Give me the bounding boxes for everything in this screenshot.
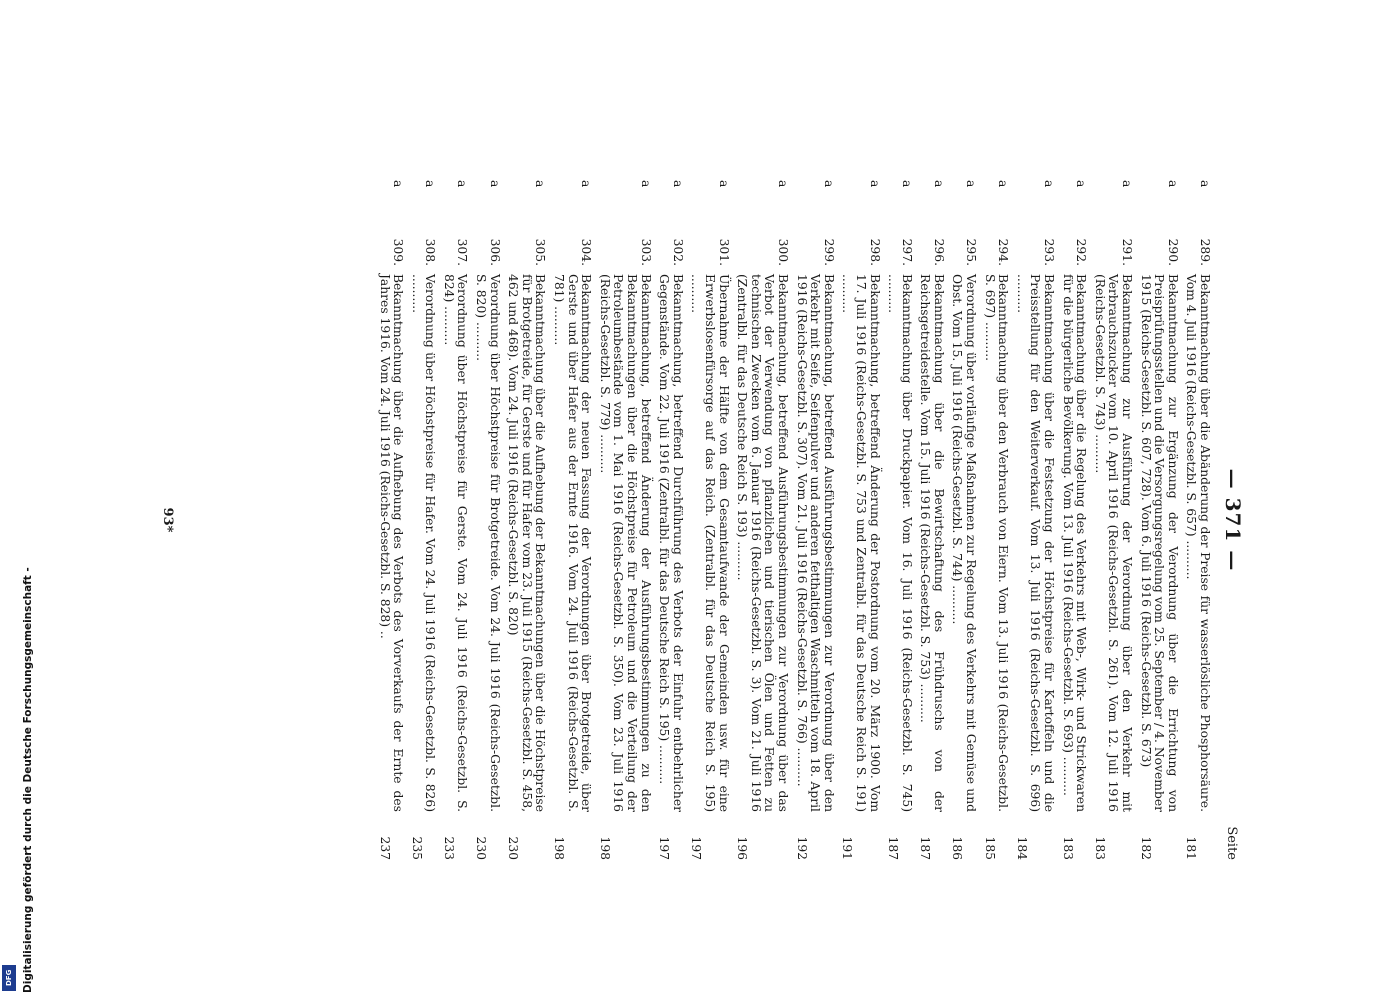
entry-number: 301. xyxy=(716,238,731,266)
entry-page: 192 xyxy=(794,836,809,860)
entry-number: 307. xyxy=(455,238,470,266)
entry-mark: a xyxy=(899,180,914,188)
entry-mark: a xyxy=(931,180,946,188)
entry-row xyxy=(1184,180,1211,860)
entry-page: 196 xyxy=(735,836,750,860)
page-number: — 371 — xyxy=(1221,468,1245,572)
entry-number: 293. xyxy=(1042,238,1057,266)
entry-text: Verordnung über Höchstpreise für Hafer. Vom 24. Juli 1916 (Reichs-Gesetzbl. S. 826) .......... xyxy=(409,274,438,812)
entry-text: Bekanntmachung über Druckpapier. Vom 16. Juli 1916 (Reichs-Gesetzbl. S. 745) .......... xyxy=(886,274,914,812)
entry-text: Bekanntmachung über die Aufhebung der Bekanntmachungen über die Höchstpreise für Brotgetreide, für Gerste und für Hafer vom 23. Juli 1915 (Reichs-Gesetzbl. S. 458, 462 und 468). Vom 24. Juli 1916 (Reichs-Gesetzbl. S. 820) xyxy=(506,274,548,812)
entry-row xyxy=(735,180,789,860)
entry-text: Bekanntmachung, betreffend Änderung der Ausführungsbestimmungen zu den Bekanntmachungen über die Höchstpreise für Petroleum und die Verteilung der Petroleumbestände vom 1. Mai 1916 (Reichs-Gesetzbl. S. 350). Vom 23. Juli 1916 (Reichs-Gesetzbl. S. 779) .......... xyxy=(597,274,653,812)
entry-number: 305. xyxy=(533,238,548,266)
entry-page: 185 xyxy=(982,836,997,860)
entry-text: Bekanntmachung, betreffend Durchführung des Verbots der Einfuhr entbehrlicher Gegenstände. Vom 22. Juli 1916 (Zentralbl. für das Deutsche Reich S. 195) .......... xyxy=(657,274,685,812)
entry-row xyxy=(551,180,592,860)
entry-mark: a xyxy=(391,180,406,188)
entry-row xyxy=(950,180,977,860)
entry-page: 181 xyxy=(1184,836,1199,860)
entry-text: Verordnung über vorläufige Maßnahmen zur Regelung des Verkehrs mit Gemüse und Obst. Vom 15. Juli 1916 (Reichs-Gesetzbl. S. 744) .......... xyxy=(950,274,979,812)
entry-page: 182 xyxy=(1138,836,1153,860)
entry-number: 296. xyxy=(931,238,946,266)
entry-number: 302. xyxy=(670,238,685,266)
entry-mark: a xyxy=(670,180,685,188)
entry-number: 306. xyxy=(487,238,502,266)
entry-mark: a xyxy=(423,180,438,188)
entry-number: 300. xyxy=(775,238,790,266)
entry-mark: a xyxy=(821,180,836,188)
entry-mark: a xyxy=(716,180,731,188)
entry-text: Bekanntmachung der neuen Fassung der Verordnungen über Brotgetreide, über Gerste und über Hafer aus der Ernte 1916. Vom 24. Juli 1916 (Reichs-Gesetzbl. S. 781) .......... xyxy=(552,274,594,812)
entry-list xyxy=(372,180,1211,860)
entry-text: Übernahme der Hälfte von dem Gesamtaufwande der Gemeinden usw. für eine Erwerbslosenfürsorge auf das Reich. (Zentralbl. für das Deutsche Reich S. 195) .......... xyxy=(689,274,731,812)
entry-page: 233 xyxy=(441,836,456,860)
entry-number: 303. xyxy=(638,238,653,266)
entry-text: Verordnung über Höchstpreise für Brotgetreide. Vom 24. Juli 1916 (Reichs-Gesetzbl. S. 820) .......... xyxy=(474,274,502,812)
entry-text: Bekanntmachung über die Abänderung der Preise für wasserlösliche Phosphorsäure. Vom 4. Juli 1916 (Reichs-Gesetzbl. S. 657) .......... xyxy=(1184,274,1212,812)
entry-row xyxy=(441,180,468,860)
entry-page: 237 xyxy=(377,836,392,860)
entry-number: 304. xyxy=(579,238,594,266)
entry-number: 298. xyxy=(867,238,882,266)
entry-page: 186 xyxy=(950,836,965,860)
entry-row xyxy=(982,180,1009,860)
page-header xyxy=(1217,180,1245,860)
entry-mark: a xyxy=(867,180,882,188)
entry-mark: a xyxy=(487,180,502,188)
entry-row xyxy=(657,180,684,860)
entry-page: 184 xyxy=(1014,836,1029,860)
entry-text: Bekanntmachung über die Festsetzung der Höchstpreise für Kartoffeln und die Preisstellung für den Weiterverkauf. Vom 13. Juli 1916 (Reichs-Gesetzbl. S. 696) .......... xyxy=(1014,274,1057,812)
rotated-document-page xyxy=(160,180,1245,860)
entry-mark: a xyxy=(1165,180,1180,188)
entry-text: Bekanntmachung über die Regelung des Verkehrs mit Web-, Wirk- und Strickwaren für die bürgerliche Bevölkerung. Vom 13. Juli 1916 (Reichs-Gesetzbl. S. 693) .......... xyxy=(1060,274,1089,812)
entry-text: Bekanntmachung, betreffend Ausführungsbestimmungen zur Verordnung über das Verbot der Verwendung von pflanzlichen und tierischen Ölen und Fetten zu technischen Zwecken vom 6. Januar 1916 (Reichs-Gesetzbl. S. 3). Vom 21. Juli 1916 (Zentralbl. für das Deutsche Reich S. 193) .......... xyxy=(735,274,790,812)
entry-row xyxy=(689,180,730,860)
entry-row xyxy=(597,180,651,860)
entry-mark: a xyxy=(775,180,790,188)
dfg-logo-icon: DFG xyxy=(2,965,16,991)
entry-text: Bekanntmachung über die Aufhebung des Verbots des Vorverkaufs der Ernte des Jahres 1916. Vom 24. Juli 1916 (Reichs-Gesetzbl. S. 828) .. xyxy=(377,274,406,812)
entry-number: 299. xyxy=(821,238,836,266)
entry-row xyxy=(1014,180,1055,860)
entry-row xyxy=(1060,180,1087,860)
entry-text: Bekanntmachung zur Ausführung der Verordnung über den Verkehr mit Verbrauchszucker vom 10. April 1916 (Reichs-Gesetzbl. S. 261). Vom 12. Juli 1916 (Reichs-Gesetzbl. S. 743) .......... xyxy=(1092,274,1135,812)
entry-mark: a xyxy=(638,180,653,188)
entry-page: 198 xyxy=(597,836,612,860)
entry-mark: a xyxy=(579,180,594,188)
entry-text: Bekanntmachung, betreffend Änderung der Postordnung vom 20. März 1900. Vom 17. Juli 1916 (Reichs-Gesetzbl. S. 753 und Zentralbl. für das Deutsche Reich S. 191) .......... xyxy=(840,274,882,812)
entry-mark: a xyxy=(1042,180,1057,188)
entry-mark: a xyxy=(1074,180,1089,188)
funding-note: Digitalisierung gefördert durch die Deutsche Forschungsgemeinschaft - xyxy=(22,567,34,993)
entry-number: 308. xyxy=(423,238,438,266)
entry-page: 191 xyxy=(840,836,855,860)
entry-row xyxy=(840,180,881,860)
entry-row xyxy=(506,180,547,860)
entry-page: 197 xyxy=(657,836,672,860)
entry-page: 183 xyxy=(1060,836,1075,860)
entry-row xyxy=(409,180,436,860)
entry-page: 187 xyxy=(886,836,901,860)
seite-column-label: Seite xyxy=(1224,826,1239,860)
entry-page: 198 xyxy=(552,836,567,860)
entry-row xyxy=(918,180,945,860)
entry-row xyxy=(1138,180,1179,860)
entry-page: 230 xyxy=(506,836,521,860)
entry-number: 294. xyxy=(996,238,1011,266)
entry-page: 197 xyxy=(689,836,704,860)
entry-row xyxy=(886,180,913,860)
entry-text: Bekanntmachung über den Verbrauch von Eiern. Vom 13. Juli 1916 (Reichs-Gesetzbl. S. 697) .......... xyxy=(982,274,1011,812)
entry-row xyxy=(377,180,404,860)
entry-row xyxy=(474,180,501,860)
signature-mark: 93* xyxy=(160,507,175,533)
entry-page: 230 xyxy=(474,836,489,860)
entry-mark: a xyxy=(1120,180,1135,188)
entry-number: 309. xyxy=(391,238,406,266)
entry-mark: a xyxy=(533,180,548,188)
entry-row xyxy=(1092,180,1133,860)
entry-page: 187 xyxy=(918,836,933,860)
entry-mark: a xyxy=(996,180,1011,188)
entry-mark: a xyxy=(1198,180,1212,188)
entry-page: 183 xyxy=(1092,836,1107,860)
entry-row xyxy=(794,180,835,860)
entry-number: 291. xyxy=(1120,238,1135,266)
entry-text: Bekanntmachung über die Bewirtschaftung des Frühdruschs von der Reichsgetreidestelle. Vom 15. Juli 1916 (Reichs-Gesetzbl. S. 753) .......... xyxy=(918,274,946,812)
entry-number: 289. xyxy=(1198,238,1212,266)
entry-number: 292. xyxy=(1074,238,1089,266)
entry-text: Verordnung über Höchstpreise für Gerste. Vom 24. Juli 1916 (Reichs-Gesetzbl. S. 824) .......... xyxy=(441,274,470,812)
entry-text: Bekanntmachung, betreffend Ausführungsbestimmungen zur Verordnung über den Verkehr mit Seife, Seifenpulver und anderen fetthaltigen Waschmitteln vom 18. April 1916 (Reichs-Gesetzbl. S. 307). Vom 21. Juli 1916 (Reichs-Gesetzbl. S. 766) .......... xyxy=(794,274,836,812)
entry-mark: a xyxy=(964,180,979,188)
entry-mark: a xyxy=(455,180,470,188)
entry-number: 297. xyxy=(899,238,914,266)
entry-page: 235 xyxy=(409,836,424,860)
entry-text: Bekanntmachung zur Ergänzung der Verordnung über die Errichtung von Preisprüfungsstellen und die Versorgungsregelung vom 25. September / 4. November 1915 (Reichs-Gesetzbl. S. 607, 728). Vom 6. Juli 1916 (Reichs-Gesetzbl. S. 673) xyxy=(1138,274,1180,812)
entry-number: 295. xyxy=(964,238,979,266)
entry-number: 290. xyxy=(1165,238,1180,266)
